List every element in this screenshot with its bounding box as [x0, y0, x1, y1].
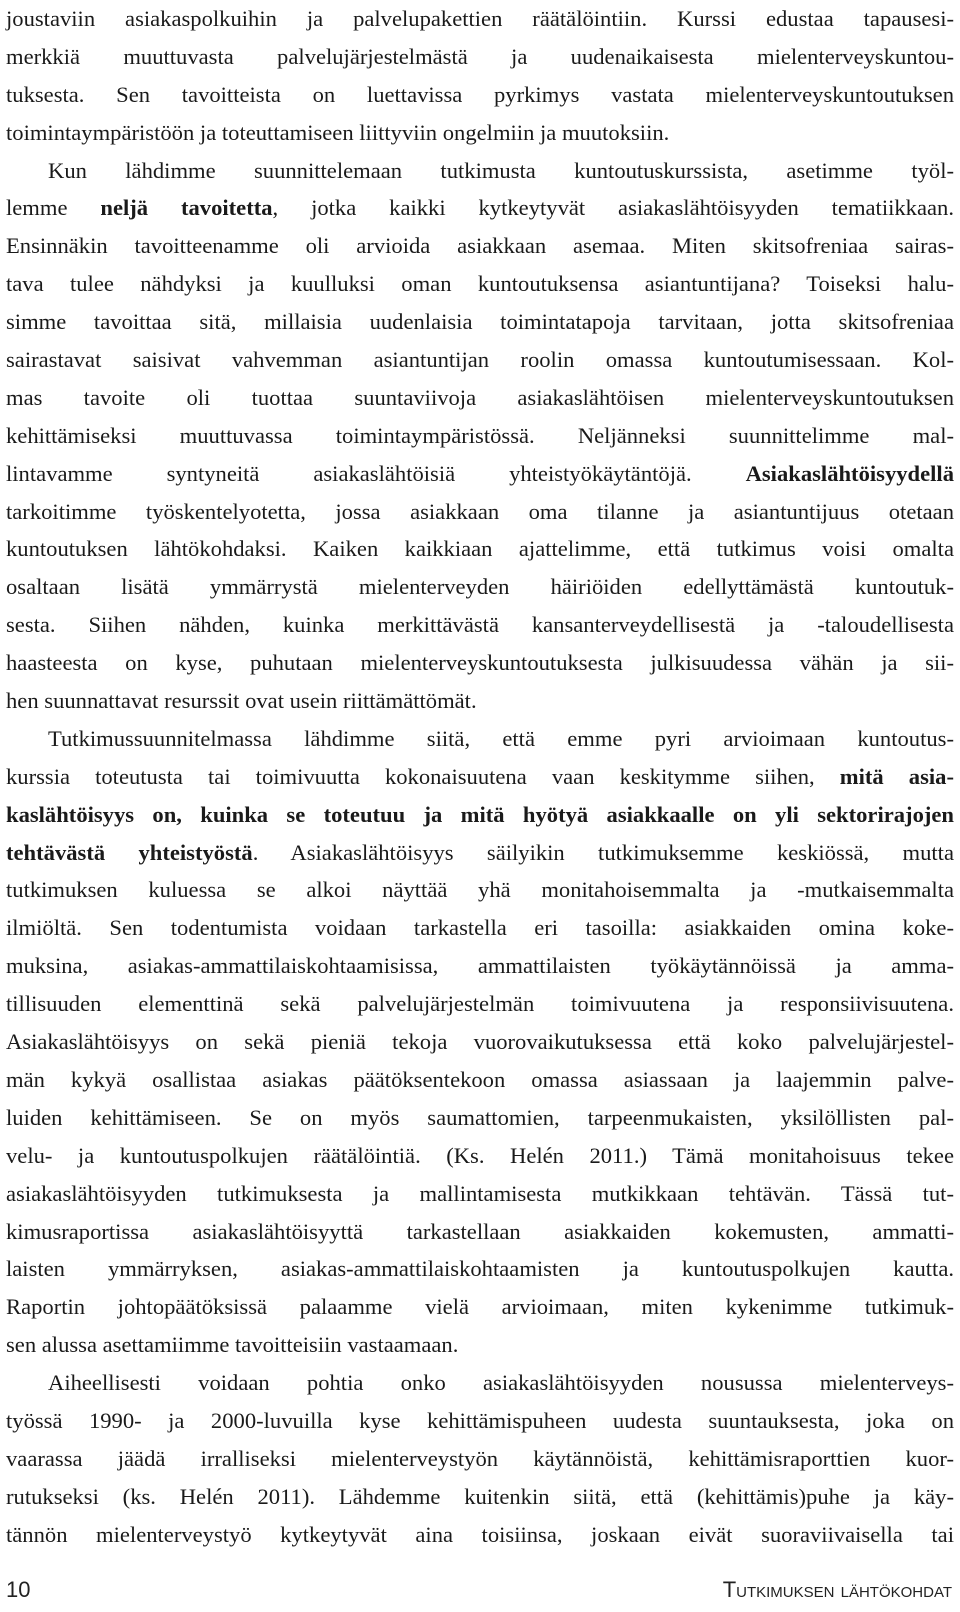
- text-line: [6, 1478, 954, 1516]
- text-span: sesta. Siihen nähden, kuinka merkittävästä kansanterveydellisestä ja -taloudellisesta: [6, 612, 954, 638]
- text-span: toimintaympäristöön ja toteuttamiseen liittyviin ongelmiin ja muutoksiin.: [6, 119, 670, 145]
- bold-text-span: neljä tavoitetta: [100, 195, 273, 221]
- text-span: osaltaan lisätä ymmärrystä mielenterveyden häiriöiden edellyttämästä kuntoutuk-: [6, 574, 954, 600]
- text-line: [6, 758, 954, 796]
- text-span: Raportin johtopäätöksissä palaamme vielä arvioimaan, miten kykenimme tutkimuk-: [6, 1294, 954, 1320]
- text-span: män kykyä osallistaa asiakas päätöksentekoon omassa asiassaan ja laajemmin palve-: [6, 1066, 954, 1092]
- bold-text-span: mitä asia-: [839, 763, 954, 789]
- bold-text-span: Asiakaslähtöisyydellä: [745, 460, 954, 486]
- text-line: [6, 720, 954, 758]
- text-span: tava tulee nähdyksi ja kuulluksi oman kuntoutuksensa asiantuntijana? Toiseksi halu-: [6, 271, 954, 297]
- bold-text-span: tehtävästä yhteistyöstä: [6, 839, 253, 865]
- text-span: vaarassa jäädä irralliseksi mielenterveystyön käytännöistä, kehittämisraporttien kuor-: [6, 1445, 954, 1471]
- text-span: kurssia toteutusta tai toimivuutta kokonaisuutena vaan keskitymme siihen,: [6, 763, 840, 789]
- text-span: rutukseksi (ks. Helén 2011). Lähdemme kuitenkin siitä, että (kehittämis)puhe ja käy-: [6, 1483, 954, 1509]
- text-line: [6, 985, 954, 1023]
- text-line: [6, 1023, 954, 1061]
- text-span: , jotka kaikki kytkeytyvät asiakaslähtöisyyden tematiikkaan.: [272, 195, 954, 221]
- text-line: [6, 455, 954, 493]
- text-span: sen alussa asettamiimme tavoitteisiin vastaamaan.: [6, 1332, 459, 1358]
- text-span: työssä 1990- ja 2000-luvuilla kyse kehittämispuheen uudesta suuntauksesta, joka on: [6, 1407, 954, 1433]
- text-line: [6, 644, 954, 682]
- text-line: [6, 76, 954, 114]
- text-span: Tutkimussuunnitelmassa lähdimme siitä, että emme pyri arvioimaan kuntoutus-: [48, 725, 954, 751]
- text-line: [6, 1440, 954, 1478]
- text-span: . Asiakaslähtöisyys säilyikin tutkimuksemme keskiössä, mutta: [252, 839, 954, 865]
- text-span: tutkimuksen kuluessa se alkoi näyttää yhä monitahoisemmalta ja -mutkaisemmalta: [6, 877, 954, 903]
- text-line: [6, 909, 954, 947]
- bold-text-span: kaslähtöisyys on, kuinka se toteutuu ja mitä hyötyä asiakkaalle on yli sektorirajojen: [6, 801, 954, 827]
- text-span: Asiakaslähtöisyys on sekä pieniä tekoja vuorovaikutuksessa että koko palvelujärjestel-: [6, 1029, 954, 1055]
- text-span: lintavamme syntyneitä asiakaslähtöisiä yhteistyökäytäntöjä.: [6, 460, 746, 486]
- text-line: [6, 1137, 954, 1175]
- text-line: [6, 530, 954, 568]
- text-span: asiakaslähtöisyyden tutkimuksesta ja mallintamisesta mutkikkaan tehtävän. Tässä tut-: [6, 1180, 954, 1206]
- text-line: [6, 38, 954, 76]
- text-span: ilmiöltä. Sen todentumista voidaan tarkastella eri tasoilla: asiakkaiden omina koke-: [6, 915, 954, 941]
- text-line: [6, 265, 954, 303]
- text-line: [6, 227, 954, 265]
- text-line: [6, 1364, 954, 1402]
- text-span: lemme: [6, 195, 101, 221]
- page-footer: [0, 1570, 960, 1610]
- text-line: [6, 114, 954, 152]
- text-line: [6, 303, 954, 341]
- text-span: velu- ja kuntoutuspolkujen räätälöintiä. (Ks. Helén 2011.) Tämä monitahoisuus tekee: [6, 1142, 954, 1168]
- text-line: [6, 871, 954, 909]
- text-span: hen suunnattavat resurssit ovat usein riittämättömät.: [6, 688, 477, 714]
- text-line: [6, 947, 954, 985]
- body-text: [6, 0, 954, 1554]
- text-span: Ensinnäkin tavoitteenamme oli arvioida asiakkaan asemaa. Miten skitsofreniaa sairas-: [6, 233, 954, 259]
- text-span: Kun lähdimme suunnittelemaan tutkimusta kuntoutuskurssista, asetimme työl-: [48, 157, 954, 183]
- text-line: [6, 1099, 954, 1137]
- text-line: [6, 682, 954, 720]
- text-line: [6, 379, 954, 417]
- text-line: [6, 1288, 954, 1326]
- text-line: [6, 152, 954, 190]
- text-span: haasteesta on kyse, puhutaan mielenterveyskuntoutuksesta julkisuudessa vähän ja sii-: [6, 650, 954, 676]
- text-line: [6, 1061, 954, 1099]
- running-head: Tutkimuksen lähtökohdat: [722, 1577, 952, 1602]
- text-span: simme tavoittaa sitä, millaisia uudenlaisia toimintatapoja tarvitaan, jotta skitsofreniaa: [6, 309, 954, 335]
- text-span: merkkiä muuttuvasta palvelujärjestelmästä ja uudenaikaisesta mielenterveyskuntou-: [6, 43, 954, 69]
- text-span: kehittämiseksi muuttuvassa toimintaympäristössä. Neljänneksi suunnittelimme mal-: [6, 422, 954, 448]
- text-line: [6, 606, 954, 644]
- text-line: [6, 834, 954, 872]
- text-span: kimusraportissa asiakaslähtöisyyttä tarkastellaan asiakkaiden kokemusten, ammatti-: [6, 1218, 954, 1244]
- text-line: [6, 1516, 954, 1554]
- text-line: [6, 1326, 954, 1364]
- text-span: laisten ymmärryksen, asiakas-ammattilaiskohtaamisten ja kuntoutuspolkujen kautta.: [6, 1256, 954, 1282]
- text-span: tillisuuden elementtinä sekä palvelujärjestelmän toimivuutena ja responsiivisuutena.: [6, 991, 954, 1017]
- text-line: [6, 1402, 954, 1440]
- text-line: [6, 493, 954, 531]
- text-line: [6, 0, 954, 38]
- text-line: [6, 1213, 954, 1251]
- text-span: muksina, asiakas-ammattilaiskohtaamisissa, ammattilaisten työkäytännöissä ja amma-: [6, 953, 954, 979]
- text-span: mas tavoite oli tuottaa suuntaviivoja asiakaslähtöisen mielenterveyskuntoutuksen: [6, 384, 954, 410]
- text-line: [6, 1175, 954, 1213]
- text-line: [6, 568, 954, 606]
- text-span: luiden kehittämiseen. Se on myös saumattomien, tarpeenmukaisten, yksilöllisten pal-: [6, 1104, 954, 1130]
- text-line: [6, 796, 954, 834]
- text-line: [6, 189, 954, 227]
- text-line: [6, 417, 954, 455]
- page-number: 10: [6, 1577, 31, 1602]
- text-line: [6, 1250, 954, 1288]
- text-span: tarkoitimme työskentelyotetta, jossa asiakkaan oma tilanne ja asiantuntijuus otetaan: [6, 498, 954, 524]
- text-span: joustaviin asiakaspolkuihin ja palvelupakettien räätälöintiin. Kurssi edustaa tapausesi-: [6, 6, 954, 31]
- text-span: tuksesta. Sen tavoitteista on luettavissa pyrkimys vastata mielenterveyskuntoutuksen: [6, 81, 954, 107]
- text-span: sairastavat saisivat vahvemman asiantuntijan roolin omassa kuntoutumisessaan. Kol-: [6, 347, 954, 373]
- text-span: kuntoutuksen lähtökohdaksi. Kaiken kaikkiaan ajattelimme, että tutkimus voisi omalta: [6, 536, 954, 562]
- text-line: [6, 341, 954, 379]
- text-span: Aiheellisesti voidaan pohtia onko asiakaslähtöisyyden nousussa mielenterveys-: [48, 1370, 954, 1396]
- text-span: tännön mielenterveystyö kytkeytyvät aina toisiinsa, joskaan eivät suoraviivaisella tai: [6, 1521, 954, 1547]
